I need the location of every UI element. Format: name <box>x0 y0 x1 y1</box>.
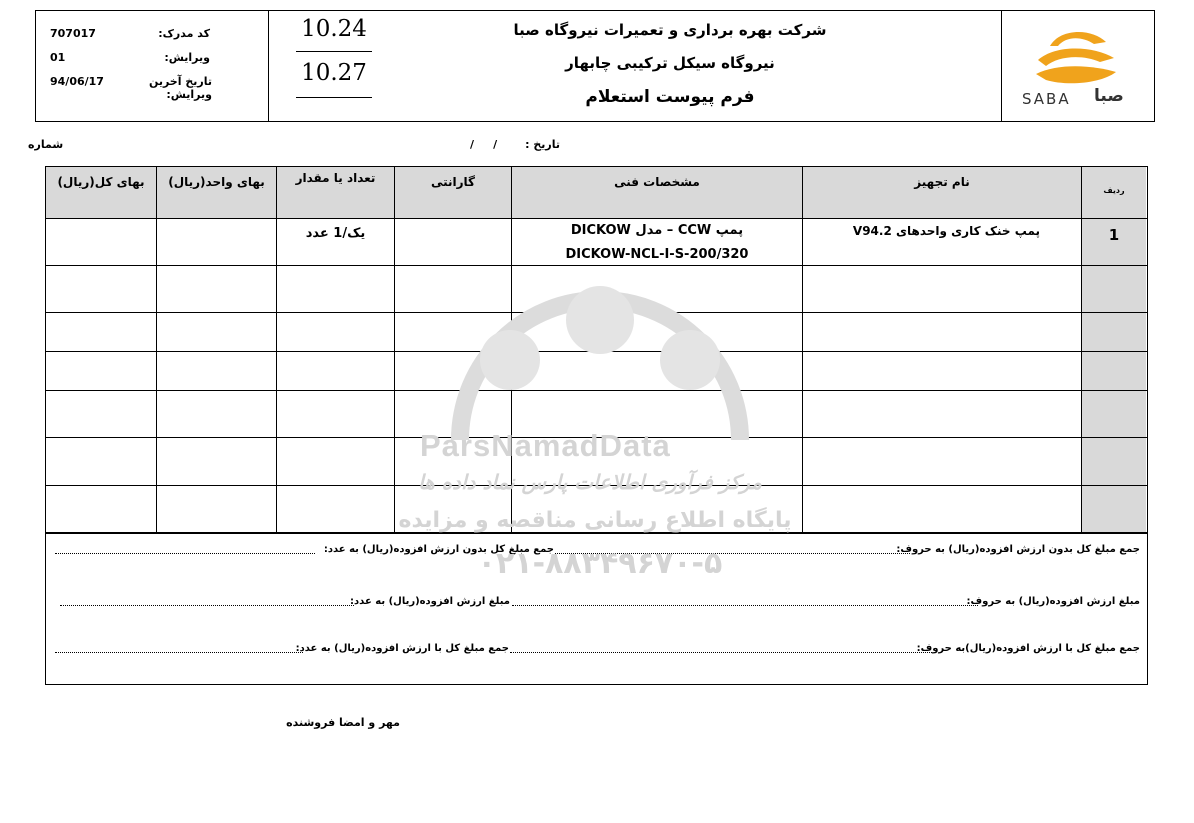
row-number-column-shade <box>1081 167 1146 533</box>
ref-number-1: 10.24 <box>301 16 367 42</box>
form-title: فرم پیوست استعلام <box>585 87 755 107</box>
plant-title: نیروگاه سیکل ترکیبی چابهار <box>565 54 775 72</box>
summary-total-words-dots <box>555 553 910 554</box>
col-line-5 <box>802 166 803 533</box>
last-revision-label: تاریخ آخرین ویرایش: <box>148 75 212 101</box>
row-1-spec-line-1: پمپ CCW – مدل DICKOW <box>570 223 744 238</box>
summary-grand-words-label: جمع مبلغ کل با ارزش افزوده(ریال)به حروف: <box>916 643 1140 654</box>
summary-grand-digits-label: جمع مبلغ کل با ارزش افزوده(ریال) به عدد: <box>295 643 509 654</box>
row-line-6 <box>45 485 1147 486</box>
last-revision-date: 94/06/17 <box>50 75 104 88</box>
date-value: / / <box>470 138 498 151</box>
col-line-3 <box>394 166 395 533</box>
summary-grand-digits-dots <box>55 652 303 653</box>
summary-total-digits-label: جمع مبلغ کل بدون ارزش افزوده(ریال) به عدد: <box>323 544 554 555</box>
header-divider-right <box>1001 10 1002 121</box>
summary-total-words-label: جمع مبلغ کل بدون ارزش افزوده(ریال) به حروف: <box>896 544 1140 555</box>
summary-vat-digits-label: مبلغ ارزش افزوده(ریال) به عدد: <box>350 596 510 607</box>
seller-signature-label: مهر و امضا فروشنده <box>286 716 400 729</box>
logo-text-en: SABA <box>1022 90 1071 108</box>
watermark-phone: ۰۲۱-۸۸۳۴۹۶۷۰-۵ <box>477 546 723 581</box>
col-line-1 <box>156 166 157 533</box>
col-line-2 <box>276 166 277 533</box>
col-header-row-number: ردیف <box>1103 186 1125 195</box>
ref-number-underline-1 <box>296 51 372 52</box>
logo-text-fa: صبا <box>1094 86 1124 106</box>
watermark-line-3: پایگاه اطلاع رسانی مناقصه و مزایده <box>398 508 792 533</box>
revision-label: ویرایش: <box>164 51 210 64</box>
ref-number-2: 10.27 <box>301 60 367 86</box>
header-divider-left <box>268 10 269 121</box>
row-1-equipment-name: پمپ خنک کاری واحدهای V94.2 <box>852 224 1040 238</box>
watermark-latin: ParsNamadData <box>420 428 671 463</box>
watermark-seal-icon <box>420 240 780 450</box>
col-header-spec: مشخصات فنی <box>614 175 700 189</box>
col-header-unit-price: بهای واحد(ریال) <box>168 175 265 189</box>
row-1-spec-line-2: DICKOW-NCL-I-S-200/320 <box>565 247 749 262</box>
ref-number-underline-2 <box>296 97 372 98</box>
summary-vat-words-dots <box>512 605 978 606</box>
summary-vat-words-label: مبلغ ارزش افزوده(ریال) به حروف: <box>966 596 1140 607</box>
row-1-number: 1 <box>1108 226 1120 244</box>
watermark-line-2: مرکز فرآوری اطلاعات پارس نماد داده ها <box>418 470 762 494</box>
header-row-line <box>45 218 1147 219</box>
col-header-quantity: تعداد یا مقدار <box>295 171 376 185</box>
doc-code-value: 707017 <box>50 27 96 40</box>
number-label: شماره <box>28 138 64 151</box>
col-header-equipment-name: نام تجهیز <box>914 175 970 189</box>
col-line-6 <box>1081 166 1082 533</box>
revision-value: 01 <box>50 51 66 64</box>
summary-grand-words-dots <box>510 652 932 653</box>
row-1-quantity: یک/1 عدد <box>305 226 366 241</box>
company-title: شرکت بهره برداری و تعمیرات نیروگاه صبا <box>513 21 827 39</box>
summary-vat-digits-dots <box>60 605 354 606</box>
summary-total-digits-dots <box>55 553 315 554</box>
doc-code-label: کد مدرک: <box>158 27 210 40</box>
saba-logo <box>1020 20 1146 112</box>
col-header-total-price: بهای کل(ریال) <box>57 175 145 189</box>
col-header-warranty: گارانتی <box>430 175 476 189</box>
date-label: تاریخ : <box>525 138 560 151</box>
